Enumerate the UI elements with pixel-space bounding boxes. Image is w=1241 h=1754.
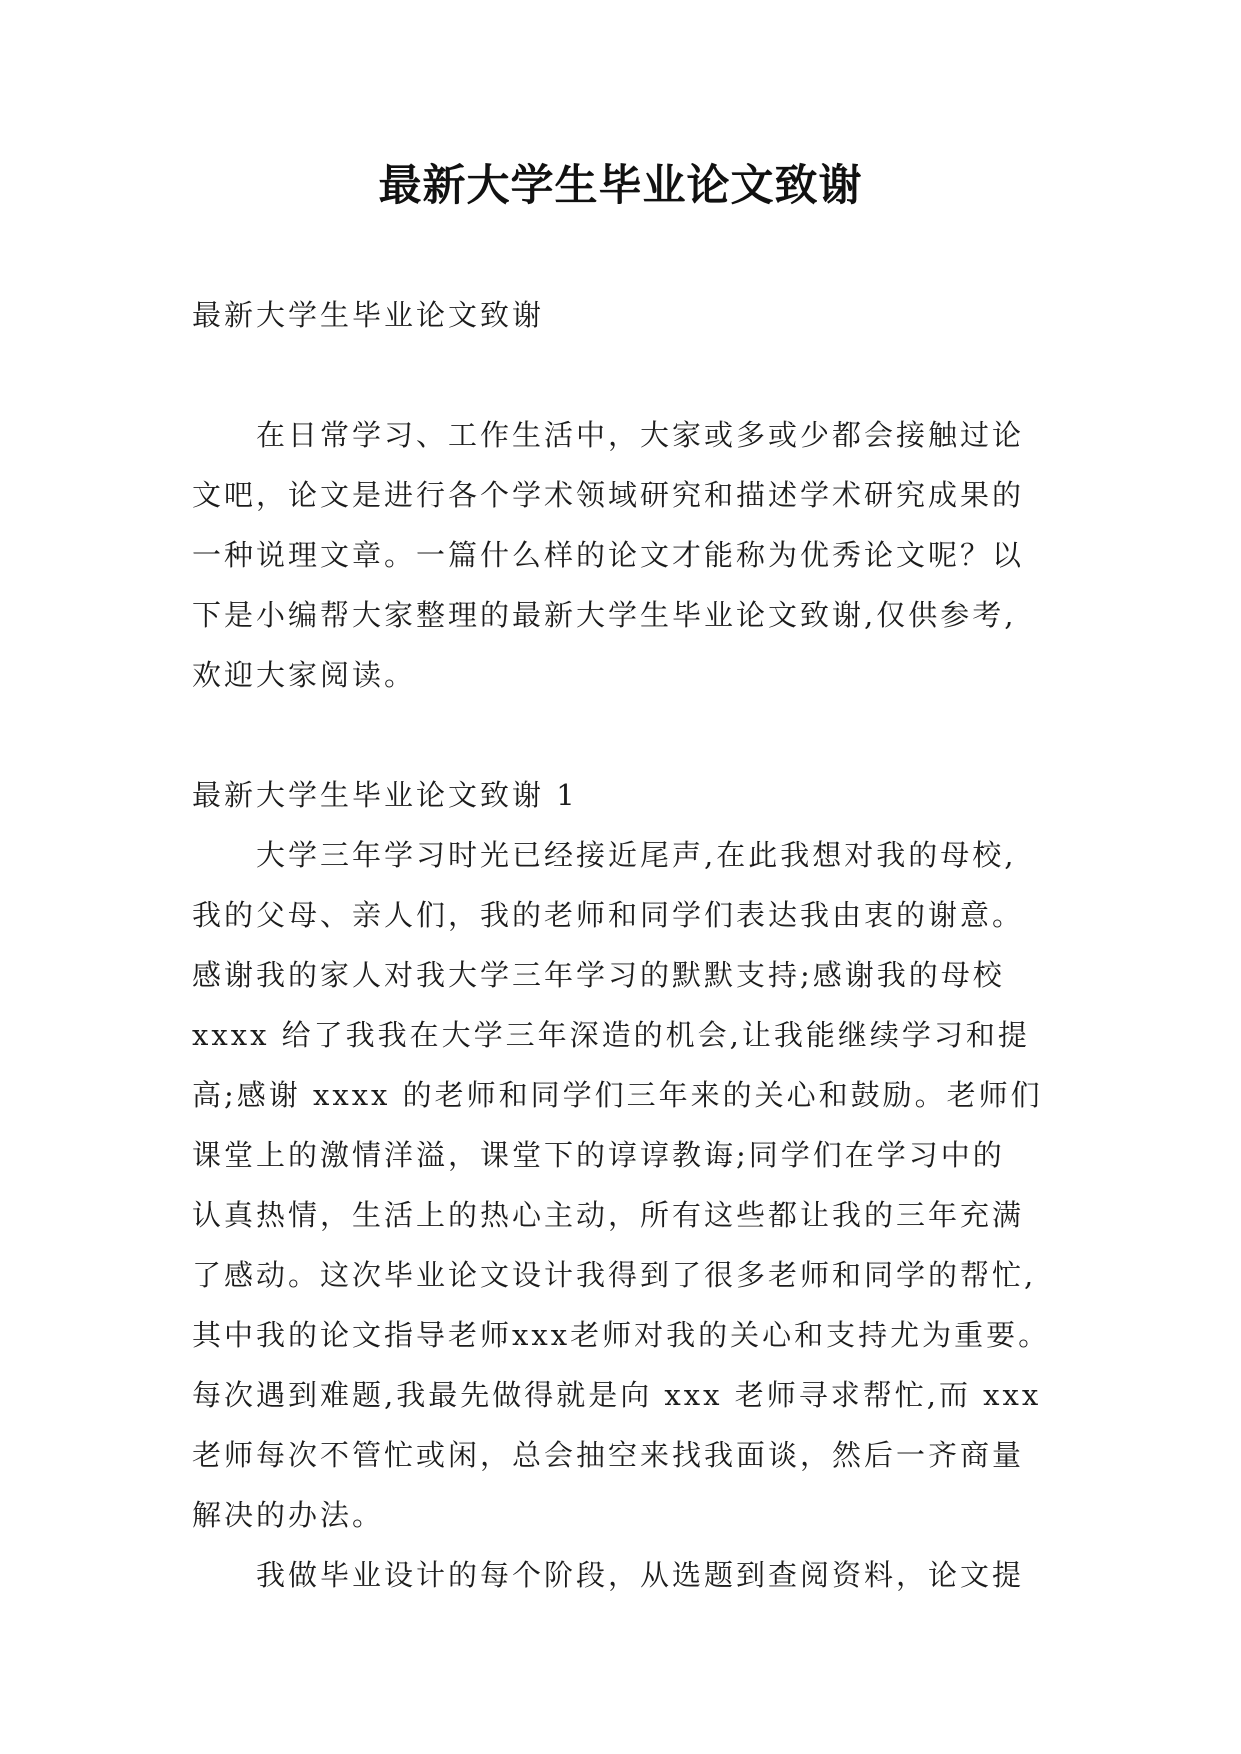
text-line: xxxx 给了我我在大学三年深造的机会,让我能继续学习和提 xyxy=(192,1018,1030,1052)
text-line: 我做毕业设计的每个阶段，从选题到查阅资料，论文提 xyxy=(192,1558,1025,1592)
text-line: 欢迎大家阅读。 xyxy=(192,658,417,692)
document-subtitle: 最新大学生毕业论文致谢 xyxy=(192,298,545,332)
text-line: 一种说理文章。一篇什么样的论文才能称为优秀论文呢？以 xyxy=(192,538,1025,572)
text-line: 高;感谢 xxxx 的老师和同学们三年来的关心和鼓励。老师们 xyxy=(192,1078,1043,1112)
text-line: 其中我的论文指导老师xxx老师对我的关心和支持尤为重要。 xyxy=(192,1318,1051,1352)
text-line: 每次遇到难题,我最先做得就是向 xxx 老师寻求帮忙,而 xxx xyxy=(192,1378,1042,1412)
text-line: 解决的办法。 xyxy=(192,1498,385,1532)
paragraph-gap xyxy=(192,345,1062,405)
text-line: 感谢我的家人对我大学三年学习的默默支持;感谢我的母校 xyxy=(192,958,1005,992)
text-line: 文吧，论文是进行各个学术领域研究和描述学术研究成果的 xyxy=(192,478,1025,512)
text-line: 课堂上的激情洋溢，课堂下的谆谆教诲;同学们在学习中的 xyxy=(192,1138,1005,1172)
section-paragraph xyxy=(192,825,1062,1605)
text-line: 在日常学习、工作生活中，大家或多或少都会接触过论 xyxy=(192,418,1025,452)
text-line: 大学三年学习时光已经接近尾声,在此我想对我的母校, xyxy=(192,838,1017,872)
text-line: 了感动。这次毕业论文设计我得到了很多老师和同学的帮忙, xyxy=(192,1258,1037,1292)
paragraph-gap xyxy=(192,705,1062,765)
document-title: 最新大学生毕业论文致谢 xyxy=(378,161,863,211)
intro-paragraph xyxy=(192,405,1062,705)
text-line: 老师每次不管忙或闲，总会抽空来找我面谈，然后一齐商量 xyxy=(192,1438,1025,1472)
text-line: 我的父母、亲人们，我的老师和同学们表达我由衷的谢意。 xyxy=(192,898,1025,932)
document-body xyxy=(192,285,1062,1605)
text-line: 下是小编帮大家整理的最新大学生毕业论文致谢,仅供参考, xyxy=(192,598,1017,632)
section-heading: 最新大学生毕业论文致谢 1 xyxy=(192,778,578,812)
text-line: 认真热情，生活上的热心主动，所有这些都让我的三年充满 xyxy=(192,1198,1025,1232)
